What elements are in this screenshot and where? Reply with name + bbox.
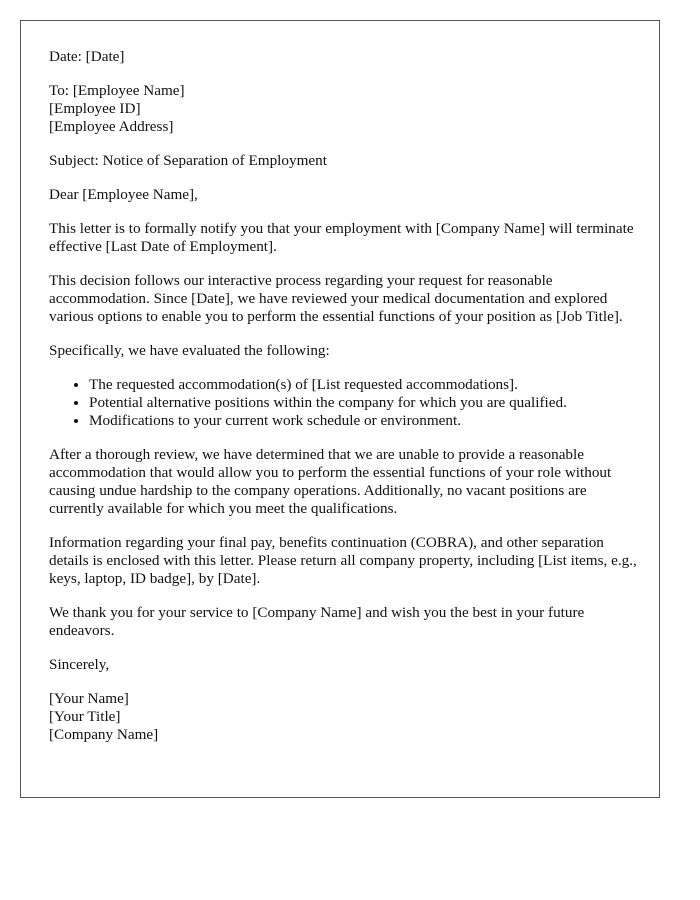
recipient-id: [Employee ID] [49, 100, 141, 117]
paragraph-thanks: We thank you for your service to [Company Name] and wish you the best in your future endeavors. [49, 604, 585, 639]
paragraph-accommodation-process: This decision follows our interactive process regarding your request for reasonable accommodation. Since [Date], we have reviewed your medical documentation and explored various options to enable you to perform the essential functions of your position as [Job Title]. [49, 272, 623, 325]
paragraph-review-outcome: After a thorough review, we have determined that we are unable to provide a reasonable accommodation that would allow you to perform the essential functions of your role without causing undue hardship to the company operations. Additionally, no vacant positions are currently available for which you meet the qualifications. [49, 446, 612, 517]
paragraph-termination-notice: This letter is to formally notify you that your employment with [Company Name] will terminate effective [Last Date of Employment]. [49, 220, 634, 255]
subject-line: Subject: Notice of Separation of Employment [49, 152, 327, 169]
closing: Sincerely, [49, 656, 110, 673]
date-line: Date: [Date] [49, 48, 125, 65]
recipient-name: To: [Employee Name] [49, 82, 185, 99]
recipient-block [49, 82, 639, 136]
signer-company: [Company Name] [49, 726, 159, 743]
signer-name: [Your Name] [49, 690, 129, 707]
signature-block [49, 690, 639, 744]
recipient-address: [Employee Address] [49, 118, 174, 135]
list-item: • Modifications to your current work schedule or environment. [89, 412, 639, 430]
paragraph-final-pay: Information regarding your final pay, benefits continuation (COBRA), and other separation details is enclosed with this letter. Please return all company property, including [List items, e.g., keys, laptop, ID badge], by [Date]. [49, 534, 637, 587]
list-item: • Potential alternative positions within the company for which you are qualified. [89, 394, 639, 412]
letter-page [20, 20, 660, 798]
evaluated-options-list [49, 376, 639, 430]
signer-title: [Your Title] [49, 708, 121, 725]
letter-body [49, 48, 639, 760]
salutation: Dear [Employee Name], [49, 186, 198, 203]
paragraph-evaluated-intro: Specifically, we have evaluated the following: [49, 342, 330, 359]
list-item: • The requested accommodation(s) of [List requested accommodations]. [89, 376, 639, 394]
